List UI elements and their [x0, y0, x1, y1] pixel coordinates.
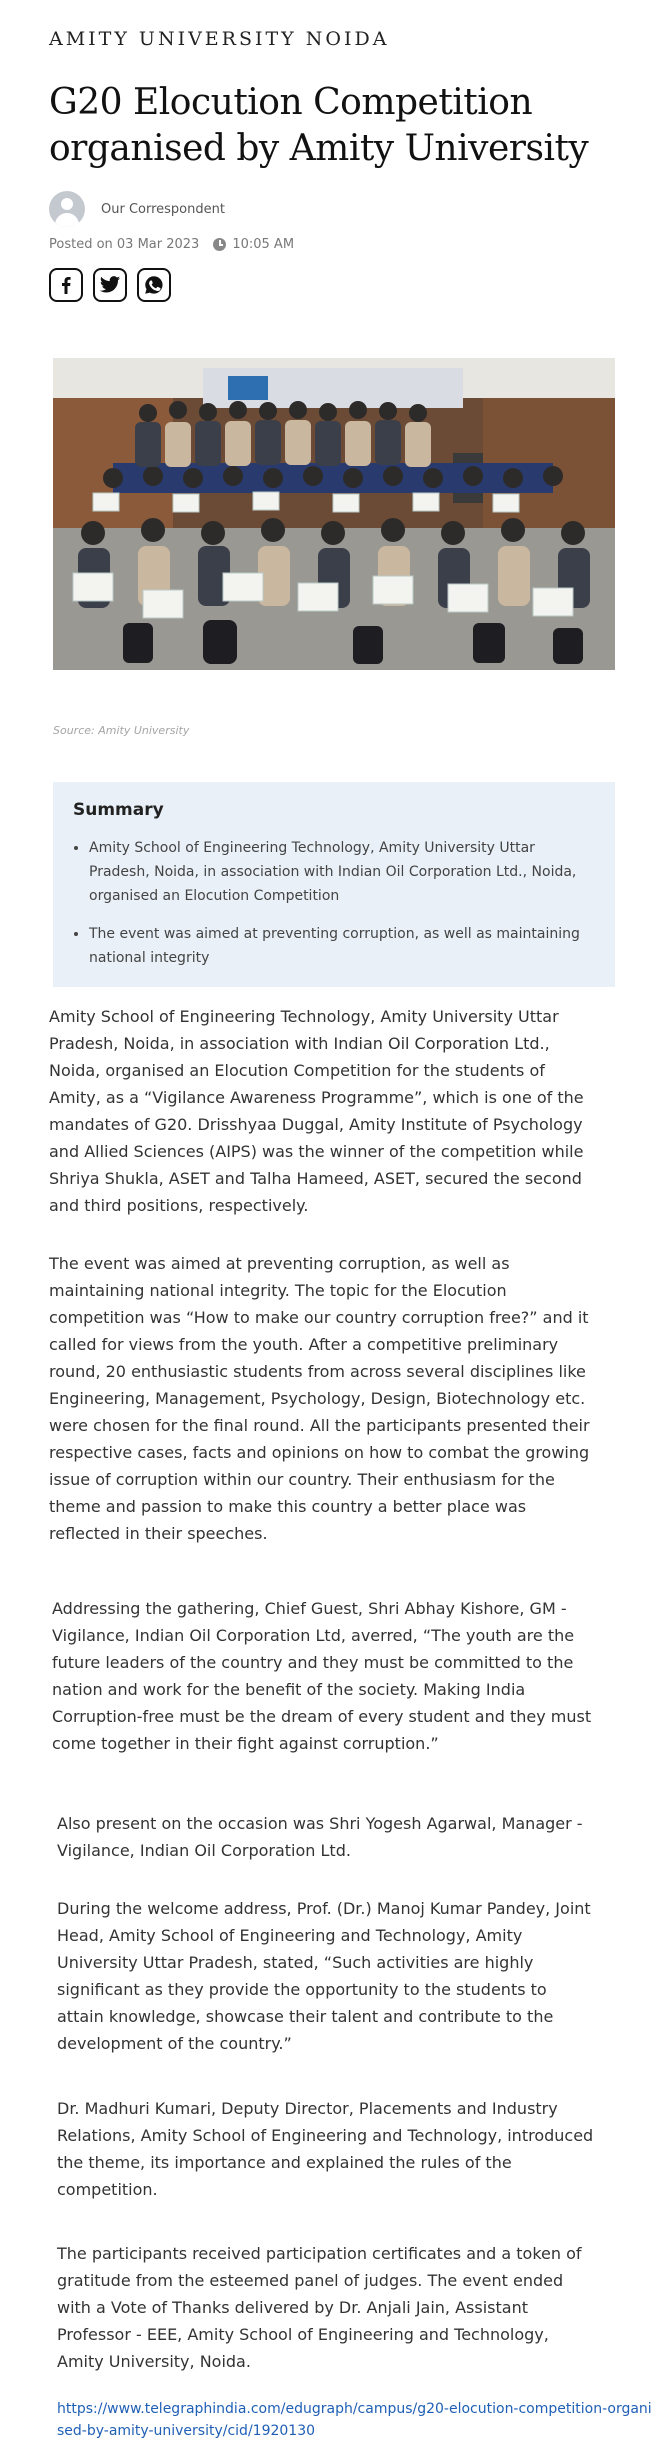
- summary-box: [53, 782, 615, 987]
- clock-icon: [213, 238, 226, 251]
- author-name[interactable]: Our Correspondent: [101, 201, 225, 217]
- body-paragraph-7: The participants received participation certificates and a token of gratitude from the esteemed panel of judges. The event ended with a Vote of Thanks delivered by Dr. Anjali Jain, Assistant Professor - EEE, Amity School of Engineering and Technology, Amity University, Noida.: [57, 2244, 582, 2371]
- twitter-icon: [99, 275, 121, 295]
- whatsapp-share-button[interactable]: [137, 268, 171, 302]
- body-paragraph-3: Addressing the gathering, Chief Guest, Shri Abhay Kishore, GM - Vigilance, Indian Oil Corporation Ltd, averred, “The youth are the future leaders of the country and they must be committed to the nation and work for the benefit of the society. Making India Corruption-free must be the dream of every student and they must come together in their fight against corruption.”: [52, 1599, 592, 1753]
- dateline: [49, 237, 294, 252]
- author-avatar-icon: [49, 191, 85, 227]
- twitter-share-button[interactable]: [93, 268, 127, 302]
- summary-list: [73, 836, 595, 970]
- body-paragraph-1: Amity School of Engineering Technology, Amity University Uttar Pradesh, Noida, in association with Indian Oil Corporation Ltd., Noida, organised an Elocution Competition for the students of Amity, as a “Vigilance Awareness Programme”, which is one of the mandates of G20. Drisshyaa Duggal, Amity Institute of Psychology and Allied Sciences (AIPS) was the winner of the competition while Shriya Shukla, ASET and Talha Hameed, ASET, secured the second and third positions, respectively.: [49, 1007, 584, 1215]
- article-headline: G20 Elocution Competition organised by Amity University: [49, 82, 589, 169]
- article-photo: [53, 358, 615, 670]
- section-kicker[interactable]: AMITY UNIVERSITY NOIDA: [49, 28, 390, 50]
- posted-date: Posted on 03 Mar 2023: [49, 237, 200, 252]
- share-bar: [49, 268, 171, 302]
- byline: [49, 191, 225, 227]
- body-paragraph-2: The event was aimed at preventing corruption, as well as maintaining national integrity. The topic for the Elocution competition was “How to make our country corruption free?” and it called for views from the youth. After a competitive preliminary round, 20 enthusiastic students from across several disciplines like Engineering, Management, Psychology, Design, Biotechnology etc. were chosen for the final round. All the participants presented their respective cases, facts and opinions on how to combat the growing issue of corruption within our country. Their enthusiasm for the theme and passion to make this country a better place was reflected in their speeches.: [49, 1254, 590, 1543]
- body-paragraph-6: Dr. Madhuri Kumari, Deputy Director, Placements and Industry Relations, Amity School of Engineering and Technology, introduced the theme, its importance and explained the rules of the competition.: [57, 2099, 594, 2199]
- summary-title: Summary: [73, 800, 164, 820]
- summary-item: • The event was aimed at preventing corruption, as well as maintaining national integrity: [89, 922, 595, 970]
- facebook-share-button[interactable]: [49, 268, 83, 302]
- body-paragraph-5: During the welcome address, Prof. (Dr.) Manoj Kumar Pandey, Joint Head, Amity School of Engineering and Technology, Amity University Uttar Pradesh, stated, “Such activities are highly significant as they provide the opportunity to the students to attain knowledge, showcase their talent and contribute to the development of the country.”: [57, 1899, 591, 2053]
- facebook-icon: [57, 275, 75, 295]
- summary-item: • Amity School of Engineering Technology, Amity University Uttar Pradesh, Noida, in association with Indian Oil Corporation Ltd., Noida, organised an Elocution Competition: [89, 836, 595, 908]
- photo-caption: Source: Amity University: [53, 724, 190, 737]
- body-paragraph-4: Also present on the occasion was Shri Yogesh Agarwal, Manager - Vigilance, Indian Oil Corporation Ltd.: [57, 1814, 583, 1860]
- whatsapp-icon: [144, 275, 164, 295]
- source-link[interactable]: https://www.telegraphindia.com/edugraph/campus/g20-elocution-competition-organised-by-amity-university/cid/1920130: [57, 2401, 652, 2439]
- posted-time: 10:05 AM: [232, 237, 295, 252]
